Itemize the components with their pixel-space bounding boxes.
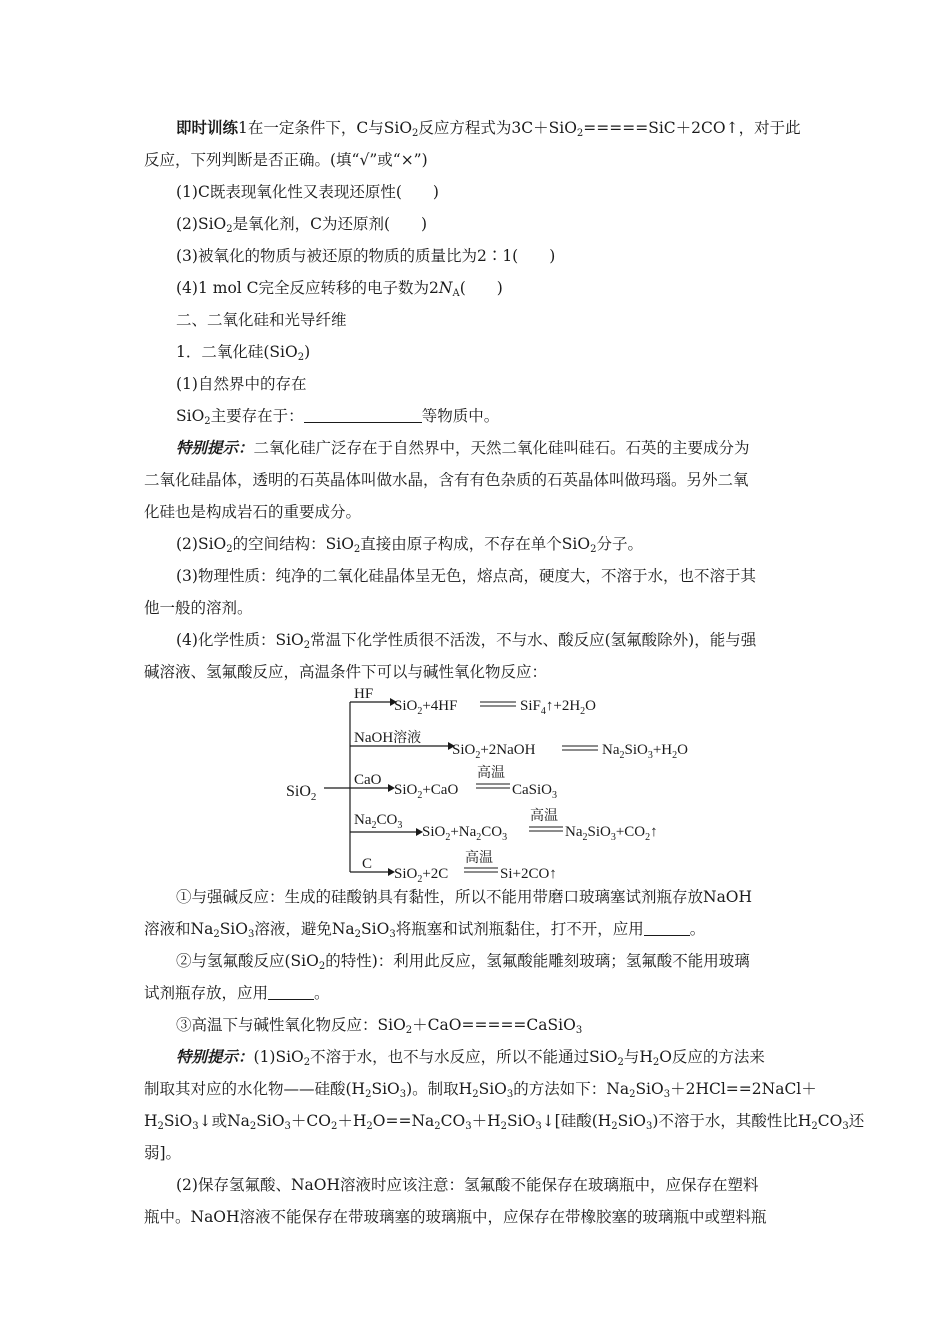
note3-line: ③高温下与碱性氧化物反应：SiO$_2$＋CaO=====CaSiO$_3$ — [176, 1016, 583, 1036]
reagent-c: C — [362, 856, 373, 872]
equation-hf: SiO$_2$+4HF — [394, 698, 458, 717]
note1-line-2: 溶液和$Na_2SiO_3$溶液，避免$Na_2SiO_3$将瓶塞和试剂瓶黏住，打不开，应用 。 — [144, 920, 706, 940]
equation-naoh: SiO$_2$+2NaOH — [452, 742, 536, 761]
section-heading: 二、二氧化硅和光导纤维 — [176, 311, 347, 329]
tip2-line-3: $H_2SiO_3↓$或$Na_2SiO_3+CO_2+H_2O==Na_2CO_3+H_2SiO_3↓$[硅酸$(H_2SiO_3)$不溶于水，其酸性比$H_2CO_3$还 — [144, 1112, 865, 1132]
exercise-q2: (2)SiO$_2$是氧化剂，C为还原剂( ) — [176, 215, 428, 235]
condition-cao: 高温 — [477, 766, 505, 781]
note1-line-1: ①与强碱反应：生成的硅酸钠具有黏性，所以不能用带磨口玻璃塞试剂瓶存放NaOH — [176, 888, 753, 906]
exercise-q4: (4)1 mol C完全反应转移的电子数为$2N_A$( ) — [176, 279, 503, 299]
tip2-line-4: 弱]。 — [144, 1144, 182, 1162]
exercise-q1: (1)C既表现氧化性又表现还原性( ) — [176, 183, 439, 201]
condition-na2co3: 高温 — [530, 809, 558, 824]
reagent-cao: CaO — [354, 772, 382, 788]
chemical-line-1: (4)化学性质：SiO$_2$常温下化学性质很不活泼，不与水、酸反应(氢氟酸除外)，能与强 — [176, 631, 757, 651]
structure-line: (2)SiO$_2$的空间结构：SiO$_2$直接由原子构成，不存在单个SiO$_2$分子。 — [176, 535, 643, 555]
svg-text:Na2SiO3+H2O: $Na_2SiO_3+H_2O$ — [602, 742, 688, 761]
exist-line: SiO$_2$主要存在于： 等物质中。 — [176, 407, 500, 427]
svg-text:Si+2CO↑: Si+2CO↑ — [500, 866, 557, 882]
chemical-line-2: 碱溶液、氢氟酸反应，高温条件下可以与碱性氧化物反应： — [144, 663, 548, 681]
diagram-root: SiO$_2$ — [286, 783, 317, 803]
exercise-label: 即时训练 — [176, 118, 239, 137]
tip1-line-2: 二氧化硅晶体，透明的石英晶体叫做水晶，含有有色杂质的石英晶体叫做玛瑙。另外二氧 — [144, 471, 749, 489]
branch-hf — [350, 686, 596, 717]
subsection-sio2: 1．二氧化硅(SiO$_2$) — [176, 343, 311, 363]
physical-line-1: (3)物理性质：纯净的二氧化硅晶体呈无色，熔点高，硬度大，不溶于水，也不溶于其 — [176, 567, 756, 585]
equation-na2co3: $SiO_2+Na_2CO_3$ — [422, 824, 508, 843]
svg-text:CaSiO3: CaSiO$_3$ — [512, 782, 558, 801]
equation-c: SiO$_2$+2C — [394, 866, 449, 884]
exercise-q3: (3)被氧化的物质与被还原的物质的质量比为2∶1( ) — [176, 247, 556, 265]
reagent-naoh: NaOH溶液 — [354, 730, 422, 746]
reagent-na2co3: $Na_2CO_3$ — [354, 812, 403, 831]
physical-line-2: 他一般的溶剂。 — [144, 599, 253, 617]
branch-cao — [350, 764, 557, 801]
note2-line-1: ②与氢氟酸反应(SiO$_2$的特性)：利用此反应，氢氟酸能雕刻玻璃；氢氟酸不能用玻璃 — [176, 952, 750, 972]
reagent-hf: HF — [354, 686, 374, 702]
exercise-line-1: 即时训练1在一定条件下，C与SiO$_2$反应方程式为3C＋SiO$_2$=====SiC＋2CO↑，对于此 — [176, 118, 801, 139]
nature-heading: (1)自然界中的存在 — [176, 375, 307, 393]
storage-line-1: (2)保存氢氟酸、NaOH溶液时应该注意：氢氟酸不能保存在玻璃瓶中，应保存在塑料 — [176, 1176, 759, 1194]
condition-c: 高温 — [465, 851, 493, 866]
tip1-line-1: 特别提示：二氧化硅广泛存在于自然界中，天然二氧化硅叫硅石。石英的主要成分为 — [176, 438, 750, 457]
tip-label: 特别提示： — [176, 438, 254, 457]
sio2-reaction-diagram — [280, 684, 720, 884]
fill-blank[interactable] — [644, 921, 690, 936]
fill-blank[interactable] — [268, 985, 314, 1000]
tip2-line-2: 制取其对应的水化物——硅酸$(H_2SiO_3)$。制取$H_2SiO_3$的方法如下：$Na_2SiO_3+2HCl==2NaCl+$ — [144, 1080, 817, 1100]
fill-blank[interactable] — [304, 408, 422, 423]
exercise-line-2: 反应，下列判断是否正确。(填“√”或“×”) — [144, 151, 428, 169]
tip2-line-1: 特别提示：(1)SiO$_2$不溶于水，也不与水反应，所以不能通过SiO$_2$与$H_2O$反应的方法来 — [176, 1047, 765, 1068]
branch-c — [350, 849, 557, 884]
equation-cao: SiO$_2$+CaO — [394, 782, 459, 801]
storage-line-2: 瓶中。NaOH溶液不能保存在带玻璃塞的玻璃瓶中，应保存在带橡胶塞的玻璃瓶中或塑料瓶 — [144, 1208, 767, 1226]
branch-na2co3 — [350, 807, 658, 843]
svg-text:Na2SiO3+CO2↑: $Na_2SiO_3+CO_2↑$ — [565, 824, 658, 843]
svg-text:SiF4↑+2H2O: $SiF_4↑+2H_2O$ — [520, 698, 596, 717]
note2-line-2: 试剂瓶存放，应用 。 — [144, 984, 330, 1002]
branch-naoh — [350, 729, 688, 761]
tip1-line-3: 化硅也是构成岩石的重要成分。 — [144, 503, 362, 521]
tip-label: 特别提示： — [176, 1047, 254, 1066]
